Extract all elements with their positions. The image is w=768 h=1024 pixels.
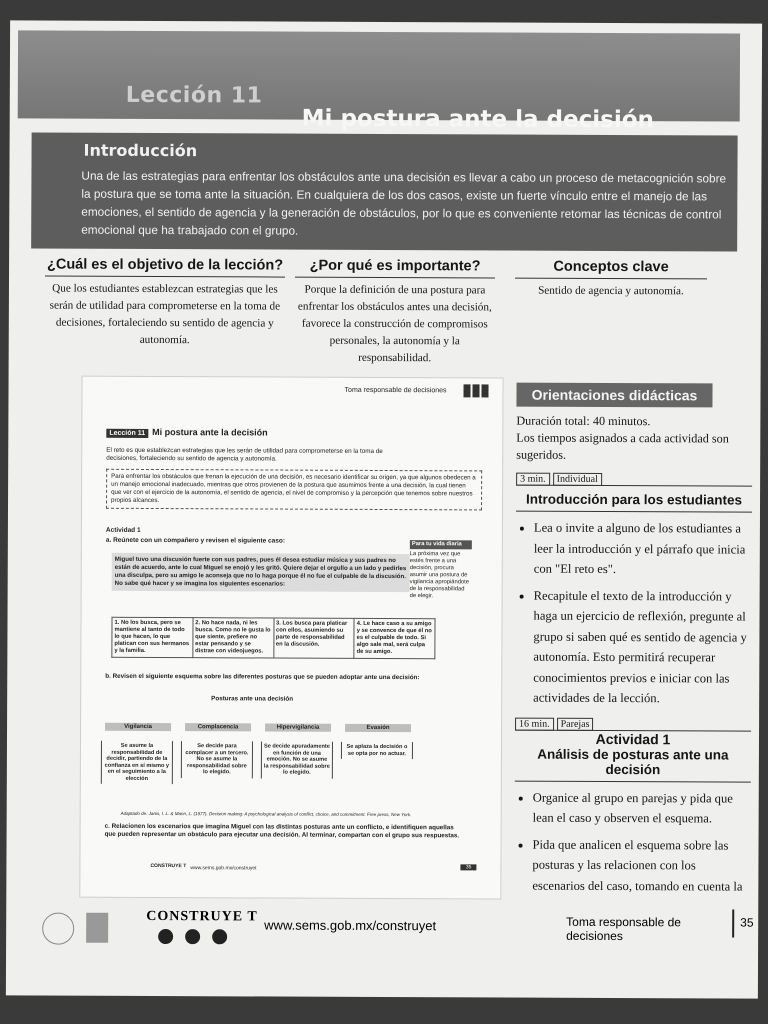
list-item: • Recapitule el texto de la introducción y haga un ejercicio de reflexión, pregunte al grupo si saben qué es sentido de agencia y autonomía. Esto permitirá recuperar conocimientos previos e iniciar con las actividades de la lección.: [533, 585, 752, 709]
intro-heading: Introducción: [83, 140, 198, 161]
activity-subtitle: Análisis de posturas ante una decisión: [515, 746, 751, 782]
inner-footer-url: www.sems.gob.mx/construyet: [190, 865, 257, 872]
inner-lesson-title: Lección 11 Mi postura ante la decisión: [106, 427, 267, 438]
inner-step-b: b. Revisen el siguiente esquema sobre las diferentes posturas que se pueden adoptar ante una decisión:: [105, 672, 420, 682]
objective-title: ¿Cuál es el objetivo de la lección?: [45, 257, 285, 278]
importance-column: [295, 258, 495, 368]
group-icon: [185, 929, 200, 944]
list-item: • Pida que analicen el esquema sobre las posturas y las relacionen con los escenarios del caso, tomando en cuenta la: [532, 834, 750, 896]
student-page-thumbnail: [80, 377, 502, 899]
posture-desc: Se decide para complacer a un tercero. No se asume la responsabilidad sobre lo elegido.: [181, 741, 253, 778]
page: [6, 20, 762, 998]
inner-case: Miguel tuvo una discusión fuerte con sus padres, pues él desea estudiar música y sus padres no están de acuerdo, ante lo cual Miguel se enojó y les gritó. Quiere dejar el orgullo a un lado y pedirles una disculpa, pero su amigo le aconseja que no lo haga porque él no fue el culpable de la discusión. No sabe qué hacer y se imagina los siguientes escenarios:: [112, 553, 410, 592]
lesson-title: Mi postura ante la decisión: [301, 105, 654, 134]
scheme-source: Adaptado de: Janis, I. L. & Mann, L. (1977). Decision making: A psychological analysis of conflict, choice, and commitment. Free press, New York.: [120, 810, 412, 818]
posture-name: Evasión: [345, 724, 411, 732]
inner-header: Toma responsable de decisiones: [344, 386, 447, 395]
intro-instructions: [515, 518, 752, 710]
objective-column: [45, 257, 285, 350]
list-item: • Organice al grupo en parejas y pida que lean el caso y observen el esquema.: [533, 787, 751, 829]
inner-sidebar: Para tu vida diaria La próxima vez que estés frente a una decisión, procura asumir una postura de vigilancia apropiándote de la responsabilidad de elegir.: [410, 540, 472, 600]
posture-desc: Se asume la responsabilidad de decidir, partiendo de la confianza en sí mismo y en el seguimiento a la elección: [101, 741, 173, 784]
guide-duration: Duración total: 40 minutos.: [516, 413, 651, 429]
importance-title: ¿Por qué es importante?: [295, 258, 495, 279]
activity-title: Actividad 1: [595, 730, 671, 747]
scenario-cell: 3. Los busca para platicar con ellos, asumiendo su parte de responsabilidad en la discusión.: [273, 618, 354, 658]
teacher-guide: [514, 383, 752, 903]
posture-desc: Se aplaza la decisión o se opta por no actuar.: [341, 742, 413, 759]
guide-note: Los tiempos asignados a cada actividad son sugeridos.: [516, 430, 729, 462]
page-number: 35: [740, 915, 754, 930]
intro-section: [31, 132, 737, 251]
program-icons: [158, 929, 239, 949]
inner-footer-logo: CONSTRUYE T: [150, 862, 187, 870]
cross-icon: [212, 929, 227, 944]
inner-dashed-box: Para enfrentar los obstáculos que frenan la ejecución de una decisión, es necesario identificar su origen, ya que algunos obedecen a un manejo emocional inadecuado, mientras que otros provienen de la postura que asumimos frente a una decisión, la cual tienen que ver con el ejercicio de la autonomía, el sentido de agencia, el nivel de compromiso y la percepción que tenemos sobre nuestros propios alcances.: [106, 469, 482, 511]
un-logo-icon: [86, 913, 108, 943]
concepts-text: Sentido de agencia y autonomía.: [538, 284, 684, 298]
footer-divider: [732, 910, 734, 938]
person-icon: [158, 929, 173, 944]
header-bars: [461, 384, 488, 399]
posture-name: Vigilancia: [105, 723, 171, 731]
inner-step-a: a. Reúnete con un compañero y revisen el siguiente caso:: [105, 536, 286, 545]
inner-activity: Actividad 1: [105, 526, 141, 534]
scenarios-table: [111, 617, 435, 659]
importance-text: Porque la definición de una postura para enfrentar los obstáculos antes una decisión, favorece la construcción de compromisos personales, la autonomía y la responsabilidad.: [297, 283, 492, 365]
objective-text: Que los estudiantes establezcan estrategias que les serán de utilidad para comprometerse en la toma de decisiones, fortaleciendo su sentido de agencia y autonomía.: [49, 282, 281, 347]
intro-students-title: Introducción para los estudiantes: [516, 492, 752, 513]
footer-url: www.sems.gob.mx/construyet: [264, 917, 437, 934]
inner-reto: El reto es que establezcan estrategias que les serán de utilidad para comprometerse en la toma de decisiones, fortaleciendo su sentido de agencia y autonomía.: [106, 446, 383, 463]
page-footer: [36, 896, 754, 959]
scenario-cell: 2. No hace nada, ni les busca. Como no le gusta lo que siente, prefiere no estar pensando y se distrae con videojuegos.: [193, 618, 274, 658]
time-tag-activity: 16 min. Parejas: [515, 718, 751, 731]
seal-icon: [42, 913, 74, 945]
concepts-column: [515, 259, 707, 301]
posture-name: Complacencia: [185, 723, 251, 731]
lesson-number: Lección 11: [125, 82, 263, 109]
scheme-title: Posturas ante una decisión: [211, 695, 294, 703]
footer-section: Toma responsable de decisiones: [566, 914, 681, 944]
scenario-cell: 1. No los busca, pero se mantiene al tanto de todo lo que hacen, lo que platican con sus hermanos y la familia.: [112, 617, 193, 657]
activity-instructions: [514, 787, 750, 897]
construye-logo: CONSTRUYE T: [146, 908, 258, 925]
time-tag-intro: 3 min. Individual: [516, 474, 752, 487]
posture-name: Hipervigilancia: [265, 723, 331, 731]
list-item: • Lea o invite a alguno de los estudiantes a leer la introducción y el párrafo que inicia con "El reto es".: [534, 518, 752, 580]
guide-heading: Orientaciones didácticas: [516, 383, 712, 408]
inner-page-number: 35: [461, 864, 477, 870]
inner-step-c: c. Relacionen los escenarios que imagina Miguel con las distintas posturas ante un conflicto, e identifiquen aquellas que pueden representar un obstáculo para ejecutar una decisión. Al terminar, compartan con el grupo sus respuestas.: [104, 822, 460, 840]
intro-text: Una de las estrategias para enfrentar los obstáculos ante una decisión es llevar a cabo un proceso de metacognición sobre la postura que se toma ante la situación. En cualquiera de los dos casos, existe un fuerte vínculo entre el manejo de las emociones, el sentido de agencia y la generación de obstáculos, por lo que es conveniente retomar las técnicas de control emocional que ha trabajado con el grupo.: [81, 168, 727, 238]
scenario-cell: 4. Le hace caso a su amigo y se convence de que él no es el culpable de todo. Si algo sale mal, será culpa de su amigo.: [354, 618, 435, 658]
concepts-title: Conceptos clave: [515, 259, 707, 280]
posture-desc: Se decide apuradamente en función de una emoción. No se asume la responsabilidad sobre lo elegido.: [261, 741, 333, 778]
